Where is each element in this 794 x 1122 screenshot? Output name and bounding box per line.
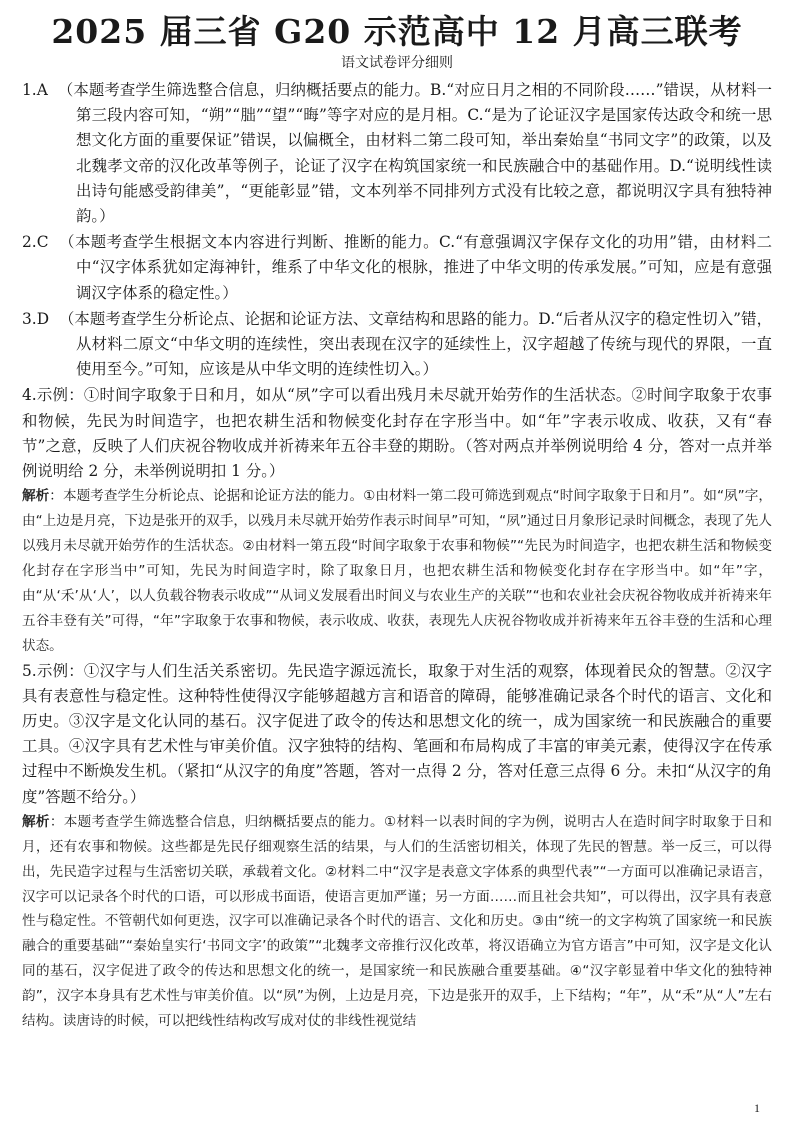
analysis-label: 解析 <box>22 813 50 830</box>
item-answer: A <box>36 81 48 99</box>
answer-item-4-example: 4.示例：①时间字取象于日和月，如从“夙”字可以看出残月未尽就开始劳作的生活状态。②时间字取象于农事和物候，先民为时间造字，也把农耕生活和物候变化封存在字形当中。如“年”字表示收成、收获，又有“春节”之意，反映了人们庆祝谷物收成并祈祷来年五谷丰登的期盼。（答对两点并举例说明给 4 分，答对一点并举例说明给 2 分，未举例说明扣 1 分。） <box>22 386 772 481</box>
page-number: 1 <box>754 1101 760 1115</box>
page-subtitle: 语文试卷评分细则 <box>341 55 453 71</box>
analysis-text: ：本题考查学生筛选整合信息，归纳概括要点的能力。①材料一以表时间的字为例，说明古人在造时间字时取象于日和月，还有农事和物候。这些都是先民仔细观察生活的结果，与人们的生活密切相关，体现了先民的智慧。举一反三，可以得出，先民造字过程与生活密切关联，承载着文化。②材料二中“汉字是表意文字体系的典型代表”“一方面可以准确记录语言，汉字可以记录各个时代的口语，可以形成书面语，使语言更加严谨；另一方面……而且社会共知”，可以得出，汉字具有表意性与稳定性。不管朝代如何更迭，汉字可以准确记录各个时代的语言、文化和历史。③由“统一的文字构筑了国家统一和民族融合的重要基础”“秦始皇实行‘书同文字’的政策”“北魏孝文帝推行汉化改革，将汉语确立为官方语言”中可知，汉字是文化认同的基石，汉字促进了政令的传达和思想文化的统一，是国家统一和民族融合重要基础。④“汉字彰显着中华文化的独特神韵”，汉字本身具有艺术性与审美价值。以“夙”为例，上边是月亮，下边是张开的双手，上下结构；“年”，从“禾”从“人”左右结构。读唐诗的时候，可以把线性结构改写成对仗的非线性视觉结 <box>22 813 772 1030</box>
item-number: 1. <box>22 81 37 99</box>
item-explanation: （本题考查学生筛选整合信息，归纳概括要点的能力。B.“对应日月之相的不同阶段……”错误，从材料一第三段内容可知，“朔”“朏”“望”“晦”等字对应的是月相。C.“是为了论证汉字是国家传达政令和统一思想文化方面的重要保证”错误，以偏概全，由材料二第二段可知，举出秦始皇“书同文字”的政策，以及北魏孝文帝的汉化改革等例子，论证了汉字在构筑国家统一和民族融合中的基础作用。D.“说明线性读出诗句能感受韵律美”，“更能彰显”错，文本列举不同排列方式没有比较之意，都说明汉字具有独特神韵。） <box>57 81 772 226</box>
answer-item-3 <box>22 307 772 383</box>
analysis-text: ：本题考查学生分析论点、论据和论证方法的能力。①由材料一第二段可筛选到观点“时间字取象于日和月”。如“夙”字，由“上边是月亮，下边是张开的双手，以残月未尽就开始劳作表示时间早”可知，“夙”通过日月象形记录时间概念，表现了先人以残月未尽就开始劳作的生活状态。②由材料一第五段“时间字取象于农事和物候”“先民为时间造字，也把农耕生活和物候变化封存在字形当中”可知，先民为时间造字时，除了取象日月，也把农耕生活和物候变化封存在字形当中。如“年”字，由“从‘禾’从‘人’，以人负载谷物表示收成”“从词义发展看出时间义与农业生产的关联”“也和农业社会庆祝谷物收成并祈祷来年五谷丰登有关”可得，“年”字取象于农事和物候，表示收成、收获，表现先人庆祝谷物收成并祈祷来年五谷丰登的生活和心理状态。 <box>22 488 773 654</box>
analysis-label: 解析 <box>22 488 50 505</box>
item-explanation: （本题考查学生分析论点、论据和论证方法、文章结构和思路的能力。D.“后者从汉字的稳定性切入”错，从材料二原文“中华文明的连续性，突出表现在汉字的延续性上，汉字超越了传统与现代的界限，一直使用至今。”可知，应该是从中华文明的连续性切入。） <box>58 309 772 379</box>
page-title: 2025 届三省 G20 示范高中 12 月高三联考 <box>51 12 743 51</box>
item-answer: D <box>36 309 50 328</box>
answer-item-5-analysis <box>22 810 772 1034</box>
document-body <box>22 78 772 1034</box>
item-number: 2. <box>22 233 37 252</box>
item-number: 3. <box>22 309 37 328</box>
answer-item-4-analysis <box>22 484 772 658</box>
item-explanation: （本题考查学生根据文本内容进行判断、推断的能力。C.“有意强调汉字保存文化的功用”错，由材料二中“汉字体系犹如定海神针，维系了中华文化的根脉，推进了中华文明的传承发展。”可知，应是有意强调汉字体系的稳定性。） <box>59 233 772 302</box>
item-answer: C <box>36 233 49 252</box>
answer-item-5-example: 5.示例：①汉字与人们生活关系密切。先民造字源远流长，取象于对生活的观察，体现着民众的智慧。②汉字具有表意性与稳定性。这种特性使得汉字能够超越方言和语音的障碍，能够准确记录各个时代的语言、文化和历史。③汉字是文化认同的基石。汉字促进了政令的传达和思想文化的统一，成为国家统一和民族融合的重要工具。④汉字具有艺术性与审美价值。汉字独特的结构、笔画和布局构成了丰富的审美元素，使得汉字在传承过程中不断焕发生机。（紧扣“从汉字的角度”答题，答对一点得 2 分，答对任意三点得 6 分。未扣“从汉字的角度”答题不给分。） <box>22 661 772 806</box>
answer-item-1 <box>22 78 772 229</box>
answer-item-2 <box>22 230 772 306</box>
